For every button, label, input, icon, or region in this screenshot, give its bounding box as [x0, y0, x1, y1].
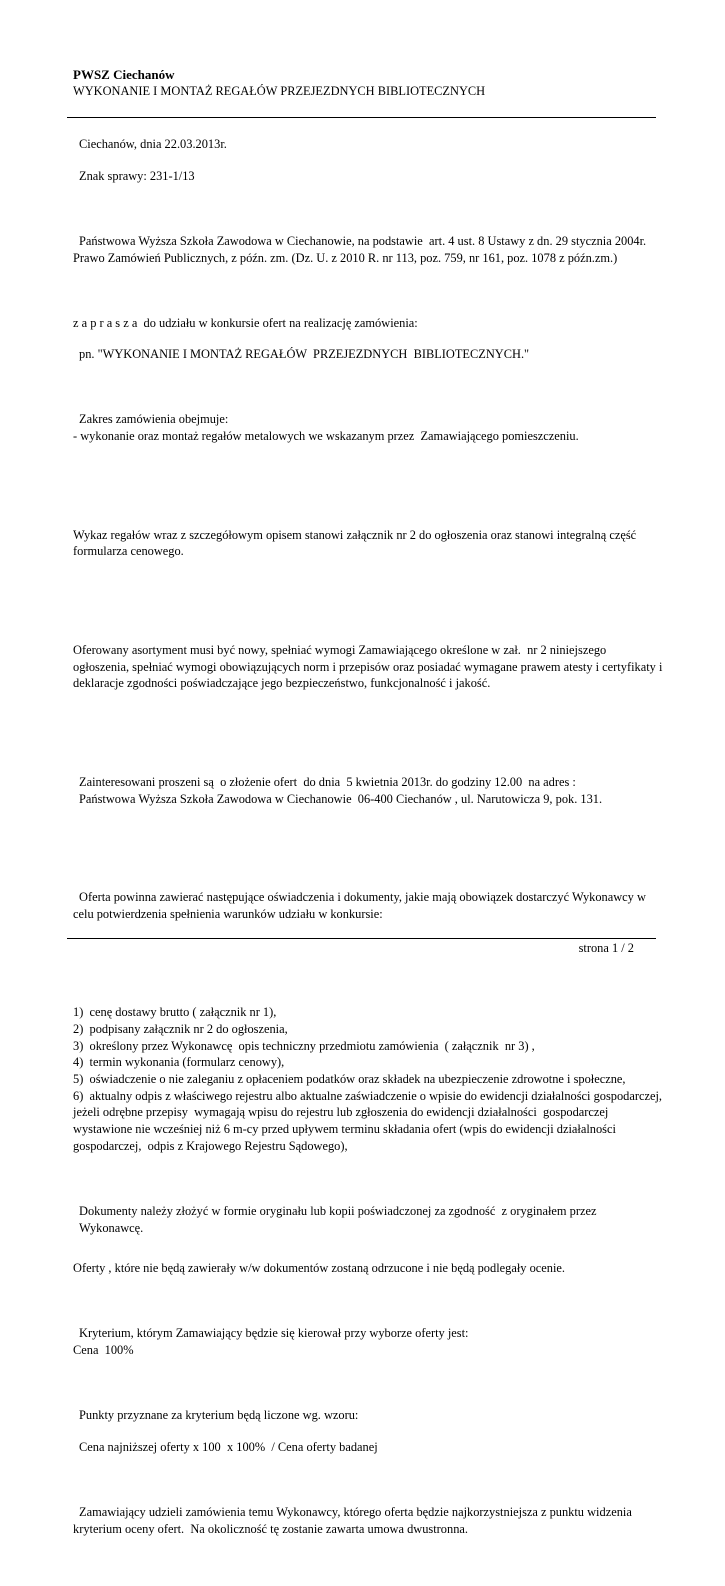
- intro-paragraph: [73, 199, 663, 299]
- date-line: Ciechanów, dnia 22.03.2013r.: [79, 137, 227, 151]
- text-line: Zainteresowani proszeni są o złożenie ofert do dnia 5 kwietnia 2013r. do godziny 12.00 na adres :: [79, 774, 576, 789]
- list-item: 6) aktualny odpis z właściwego rejestru albo aktualne zaświadczenie o wpisie do ewidencji działalności gospodarczej,: [73, 1088, 663, 1103]
- text-line: celu potwierdzenia spełnienia warunków udziału w konkursie:: [73, 906, 383, 921]
- submission-paragraph: [73, 740, 663, 840]
- intro-line: Prawo Zamówień Publicznych, z późn. zm. (Dz. U. z 2010 R. nr 113, poz. 759, nr 161, poz. 1078 z późn.zm.): [73, 250, 618, 265]
- list-item: jeżeli odrębne przepisy wymagają wpisu do rejestru lub zgłoszenia do ewidencji działalności gospodarczej: [73, 1105, 609, 1120]
- requirements-list: [73, 971, 663, 1188]
- text-line: Oferowany asortyment musi być nowy, spełniać wymogi Zamawiającego określone w zał. nr 2 niniejszego: [73, 642, 607, 657]
- document-body: [73, 136, 663, 1586]
- case-number: Znak sprawy: 231-1/13: [79, 168, 195, 183]
- text-line: Wykaz regałów wraz z szczegółowym opisem stanowi załącznik nr 2 do ogłoszenia oraz stanowi integralną część: [73, 527, 637, 542]
- scope-title: Zakres zamówienia obejmuje:: [79, 412, 229, 427]
- list-item: 1) cenę dostawy brutto ( załącznik nr 1),: [73, 1005, 277, 1020]
- assortment-paragraph: [73, 608, 663, 725]
- header-divider: [67, 117, 656, 118]
- list-item: 2) podpisany załącznik nr 2 do ogłoszenia,: [73, 1021, 288, 1036]
- list-item: 4) termin wykonania (formularz cenowy),: [73, 1055, 285, 1070]
- scope-paragraph: [73, 378, 663, 478]
- text-line: Zamawiający udzieli zamówienia temu Wykonawcy, którego oferta będzie najkorzystniejsza z punktu widzenia: [79, 1505, 632, 1520]
- page-number: strona 1 / 2: [578, 941, 634, 955]
- footer-divider: [67, 938, 656, 939]
- text-line: Oferta powinna zawierać następujące oświadczenia i dokumenty, jakie mają obowiązek dostarczyć Wykonawcy w: [79, 890, 646, 905]
- points-line: Punkty przyznane za kryterium będą liczone wg. wzoru:: [79, 1408, 359, 1423]
- text-line: kryterium oceny ofert. Na okoliczność tę zostanie zawarta umowa dwustronna.: [73, 1521, 468, 1536]
- intro-line: Państwowa Wyższa Szkoła Zawodowa w Ciechanowie, na podstawie art. 4 ust. 8 Ustawy z dn. 29 stycznia 2004r.: [79, 233, 647, 248]
- rejection-line: Oferty , które nie będą zawierały w/w dokumentów zostaną odrzucone i nie będą podlegały ocenie.: [73, 1261, 565, 1276]
- criterion-paragraph: [73, 1292, 663, 1392]
- list-item: wystawione nie wcześniej niż 6 m-cy przed upływem terminu składania ofert (wpis do ewidencji działalności: [73, 1122, 616, 1137]
- subject-line: pn. "WYKONANIE I MONTAŻ REGAŁÓW PRZEJEZDNYCH BIBLIOTECZNYCH.": [79, 347, 530, 362]
- document-title: WYKONANIE I MONTAŻ REGAŁÓW PRZEJEZDNYCH BIBLIOTECZNYCH: [73, 84, 486, 98]
- list-description: [73, 493, 663, 593]
- award-paragraph: [73, 1471, 663, 1571]
- text-line: ogłoszenia, spełniać wymogi obowiązujących norm i przepisów oraz posiadać wymagane prawem atesty i certyfikaty i: [73, 659, 663, 674]
- text-line: Państwowa Wyższa Szkoła Zawodowa w Ciechanowie 06-400 Ciechanów , ul. Narutowicza 9, pok. 131.: [79, 791, 603, 806]
- list-item: gospodarczej, odpis z Krajowego Rejestru Sądowego),: [73, 1138, 348, 1153]
- text-line: formularza cenowego.: [73, 544, 184, 559]
- institution-name: PWSZ Ciechanów: [73, 67, 175, 82]
- invite-line: z a p r a s z a do udziału w konkursie ofert na realizację zamówienia:: [73, 315, 418, 330]
- list-item: 5) oświadczenie o nie zaleganiu z opłaceniem podatków oraz składek na ubezpieczenie zdrowotne i społeczne,: [73, 1072, 626, 1087]
- text-line: Kryterium, którym Zamawiający będzie się kierował przy wyborze oferty jest:: [79, 1326, 469, 1341]
- page-header: [73, 67, 663, 99]
- list-item: 3) określony przez Wykonawcę opis techniczny przedmiotu zamówienia ( załącznik nr 3) ,: [73, 1038, 535, 1053]
- scope-item: - wykonanie oraz montaż regałów metalowych we wskazanym przez Zamawiającego pomieszczeniu.: [73, 429, 579, 444]
- formula-line: Cena najniższej oferty x 100 x 100% / Cena oferty badanej: [79, 1440, 378, 1454]
- text-line: Cena 100%: [73, 1343, 134, 1358]
- text-line: deklaracje zgodności poświadczające jego bezpieczeństwo, funkcjonalność i jakość.: [73, 676, 491, 691]
- documents-line: Dokumenty należy złożyć w formie oryginału lub kopii poświadczonej za zgodność z oryginałem przez Wykonawcę.: [79, 1203, 600, 1235]
